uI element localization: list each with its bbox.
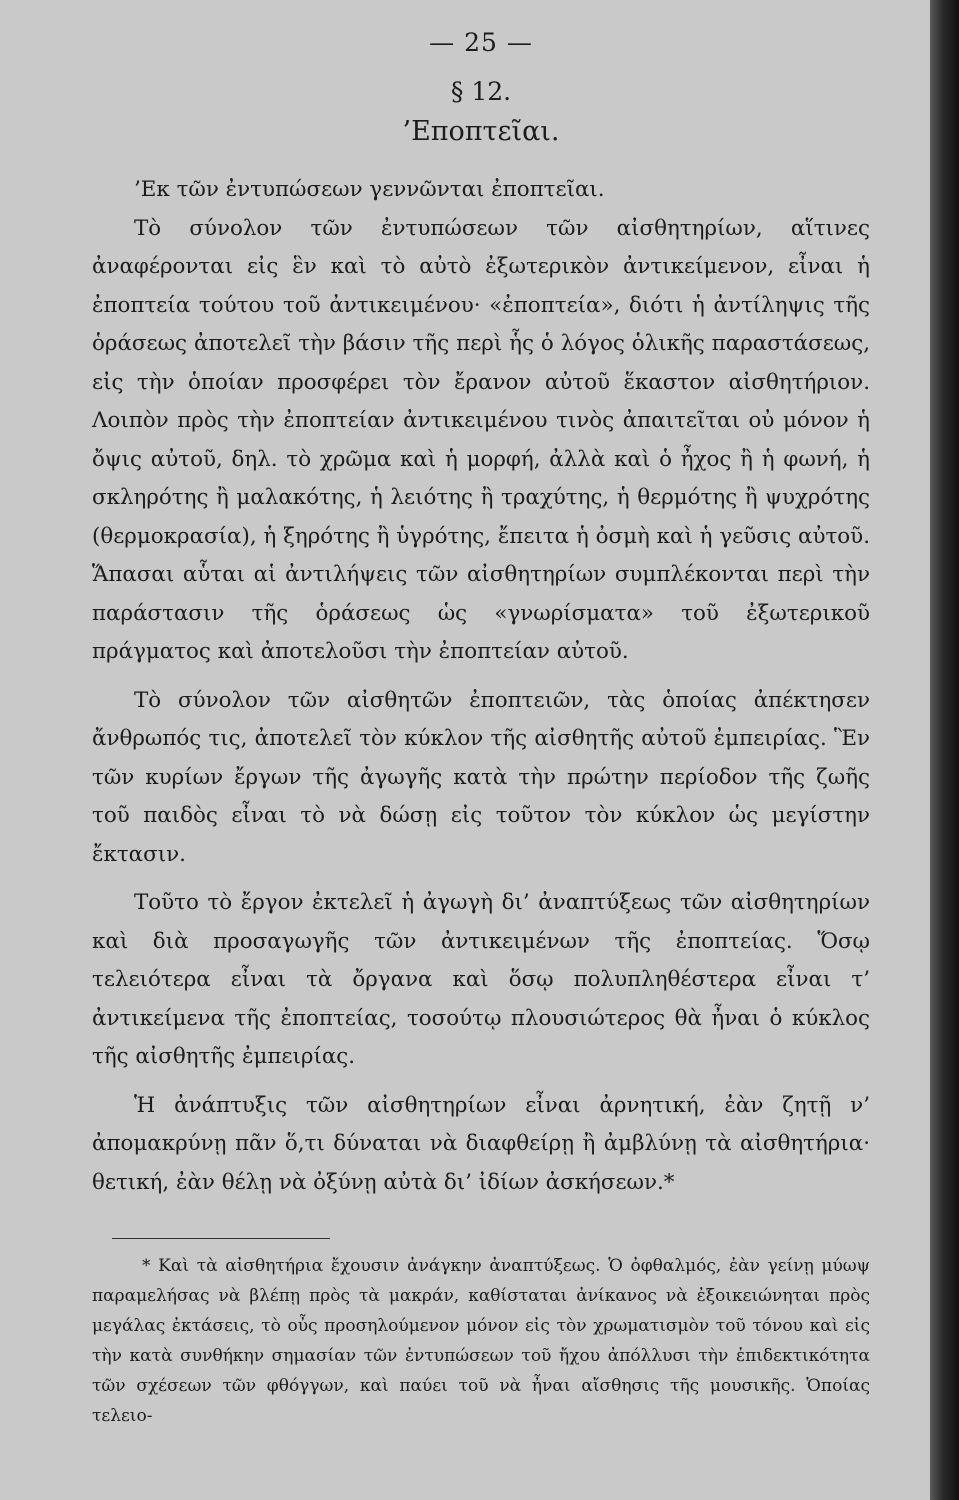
paragraph-5: Ἡ ἀνάπτυξις τῶν αἰσθητηρίων εἶναι ἀρνητική, ἐὰν ζητῇ ν’ ἀπομακρύνῃ πᾶν ὅ,τι δύναται νὰ διαφθείρῃ ἢ ἀμβλύνῃ τὰ αἰσθητήρια· θετική, ἐὰν θέλῃ νὰ ὀξύνῃ αὐτὰ δι’ ἰδίων ἀσκήσεων.* [92, 1092, 870, 1195]
paragraph-1: ’Εκ τῶν ἐντυπώσεων γεννῶνται ἐποπτεῖαι. [134, 177, 605, 202]
footnote-text: * Καὶ τὰ αἰσθητήρια ἔχουσιν ἀνάγκην ἀναπτύξεως. Ὁ ὀφθαλμός, ἐὰν γείνῃ μύωψ παραμελήσας νὰ βλέπῃ πρὸς τὰ μακράν, καθίσταται ἀνίκανος νὰ ἐξοικειώνηται πρὸς μεγάλας ἐκτάσεις, τὸ οὖς προσηλούμενον μόνον εἰς τὸν χρωματισμὸν τοῦ τόνου καὶ εἰς τὴν κατὰ συνθήκην σημασίαν τῶν ἐντυπώσεων τοῦ ἤχου ἀπόλλυσι τὴν ἐπιδεκτικότητα τῶν σχέσεων τῶν φθόγγων, καὶ παύει τοῦ νὰ ἦναι αἴσθησις τῆς μουσικῆς. Ὁποίας τελειο- [92, 1256, 870, 1426]
paragraph-3: Τὸ σύνολον τῶν αἰσθητῶν ἐποπτειῶν, τὰς ὁποίας ἀπέκτησεν ἄνθρωπός τις, ἀποτελεῖ τὸν κύκλον τῆς αἰσθητῆς αὐτοῦ ἐμπειρίας. Ἓν τῶν κυρίων ἔργων τῆς ἀγωγῆς κατὰ τὴν πρώτην περίοδον τῆς ζωῆς τοῦ παιδὸς εἶναι τὸ νὰ δώσῃ εἰς τοῦτον τὸν κύκλον ὡς μεγίστην ἔκτασιν. [92, 687, 870, 867]
paragraph-4: Τοῦτο τὸ ἔργον ἐκτελεῖ ἡ ἀγωγὴ δι’ ἀναπτύξεως τῶν αἰσθητηρίων καὶ διὰ προσαγωγῆς τῶν ἀντικειμένων τῆς ἐποπτείας. Ὅσῳ τελειότερα εἶναι τὰ ὄργανα καὶ ὅσῳ πολυπληθέστερα εἶναι τ’ ἀντικείμενα τῆς ἐποπτείας, τοσούτῳ πλουσιώτερος θὰ ἦναι ὁ κύκλος τῆς αἰσθητῆς ἐμπειρίας. [92, 890, 870, 1069]
section-title: ’Εποπτεῖαι. [402, 116, 560, 147]
footnote [92, 1251, 870, 1431]
paragraph-2: Τὸ σύνολον τῶν ἐντυπώσεων τῶν αἰσθητηρίων, αἵτινες ἀναφέρονται εἰς ἓν καὶ τὸ αὐτὸ ἐξωτερικὸν ἀντικείμενον, εἶναι ἡ ἐποπτεία τούτου τοῦ ἀντικειμένου· «ἐποπτεία», διότι ἡ ἀντίληψις τῆς ὁράσεως ἀποτελεῖ τὴν βάσιν τῆς περὶ ἧς ὁ λόγος ὁλικῆς παραστάσεως, εἰς τὴν ὁποίαν προσφέρει τὸν ἔρανον αὐτοῦ ἕκαστον αἰσθητήριον. Λοιπὸν πρὸς τὴν ἐποπτείαν ἀντικειμένου τινὸς ἀπαιτεῖται οὐ μόνον ἡ ὄψις αὐτοῦ, δηλ. τὸ χρῶμα καὶ ἡ μορφή, ἀλλὰ καὶ ὁ ἦχος ἢ ἡ φωνή, ἡ σκληρότης ἢ μαλακότης, ἡ λειότης ἢ τραχύτης, ἡ θερμότης ἢ ψυχρότης (θερμοκρασία), ἡ ξηρότης ἢ ὑγρότης, ἔπειτα ἡ ὀσμὴ καὶ ἡ γεῦσις αὐτοῦ. Ἅπασαι αὗται αἱ ἀντιλήψεις τῶν αἰσθητηρίων συμπλέκονται περὶ τὴν παράστασιν τῆς ὁράσεως ὡς «γνωρίσματα» τοῦ ἐξωτερικοῦ πράγματος καὶ ἀποτελοῦσι τὴν ἐποπτείαν αὐτοῦ. [92, 215, 870, 664]
page-number: — 25 — [429, 28, 533, 57]
book-binding-edge [930, 0, 959, 1500]
body-text [92, 171, 870, 1202]
section-number: § 12. [450, 77, 512, 106]
footnote-divider [112, 1238, 330, 1239]
